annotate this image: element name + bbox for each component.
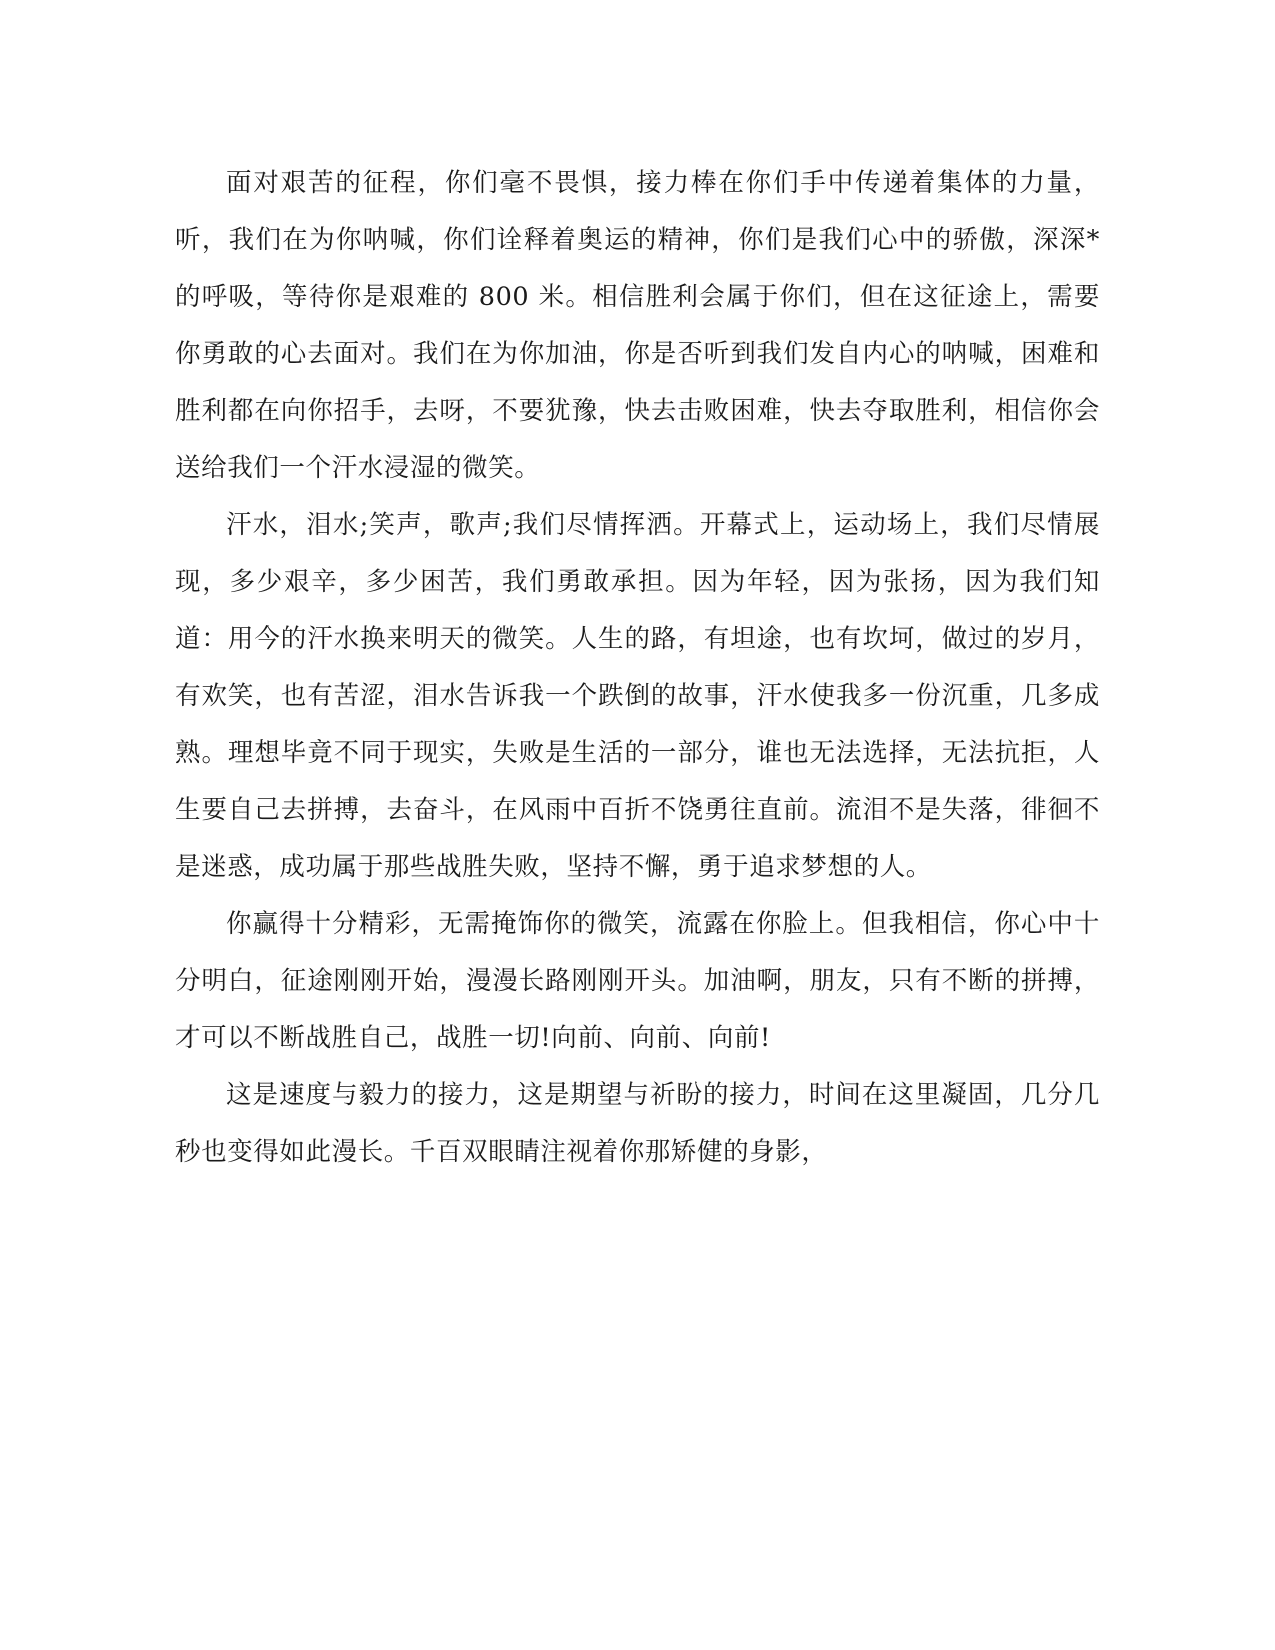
paragraph-4: 这是速度与毅力的接力，这是期望与祈盼的接力，时间在这里凝固，几分几秒也变得如此漫长。千百双眼睛注视着你那矫健的身影，	[175, 1080, 1100, 1167]
paragraph-3: 你赢得十分精彩，无需掩饰你的微笑，流露在你脸上。但我相信，你心中十分明白，征途刚刚开始，漫漫长路刚刚开头。加油啊，朋友，只有不断的拼搏，才可以不断战胜自己，战胜一切!向前、向前、向前!	[175, 909, 1100, 1053]
paragraph-1: 面对艰苦的征程，你们毫不畏惧，接力棒在你们手中传递着集体的力量，听，我们在为你呐喊，你们诠释着奥运的精神，你们是我们心中的骄傲，深深*的呼吸，等待你是艰难的 800 米。相信胜利会属于你们，但在这征途上，需要你勇敢的心去面对。我们在为你加油，你是否听到我们发自内心的呐喊，困难和胜利都在向你招手，去呀，不要犹豫，快去击败困难，快去夺取胜利，相信你会送给我们一个汗水浸湿的微笑。	[175, 168, 1100, 483]
paragraph-2: 汗水，泪水;笑声，歌声;我们尽情挥洒。开幕式上，运动场上，我们尽情展现，多少艰辛，多少困苦，我们勇敢承担。因为年轻，因为张扬，因为我们知道：用今的汗水换来明天的微笑。人生的路，有坦途，也有坎坷，做过的岁月，有欢笑，也有苦涩，泪水告诉我一个跌倒的故事，汗水使我多一份沉重，几多成熟。理想毕竟不同于现实，失败是生活的一部分，谁也无法选择，无法抗拒，人生要自己去拼搏，去奋斗，在风雨中百折不饶勇往直前。流泪不是失落，徘徊不是迷惑，成功属于那些战胜失败，坚持不懈，勇于追求梦想的人。	[175, 510, 1100, 882]
document-body	[175, 155, 1100, 1181]
